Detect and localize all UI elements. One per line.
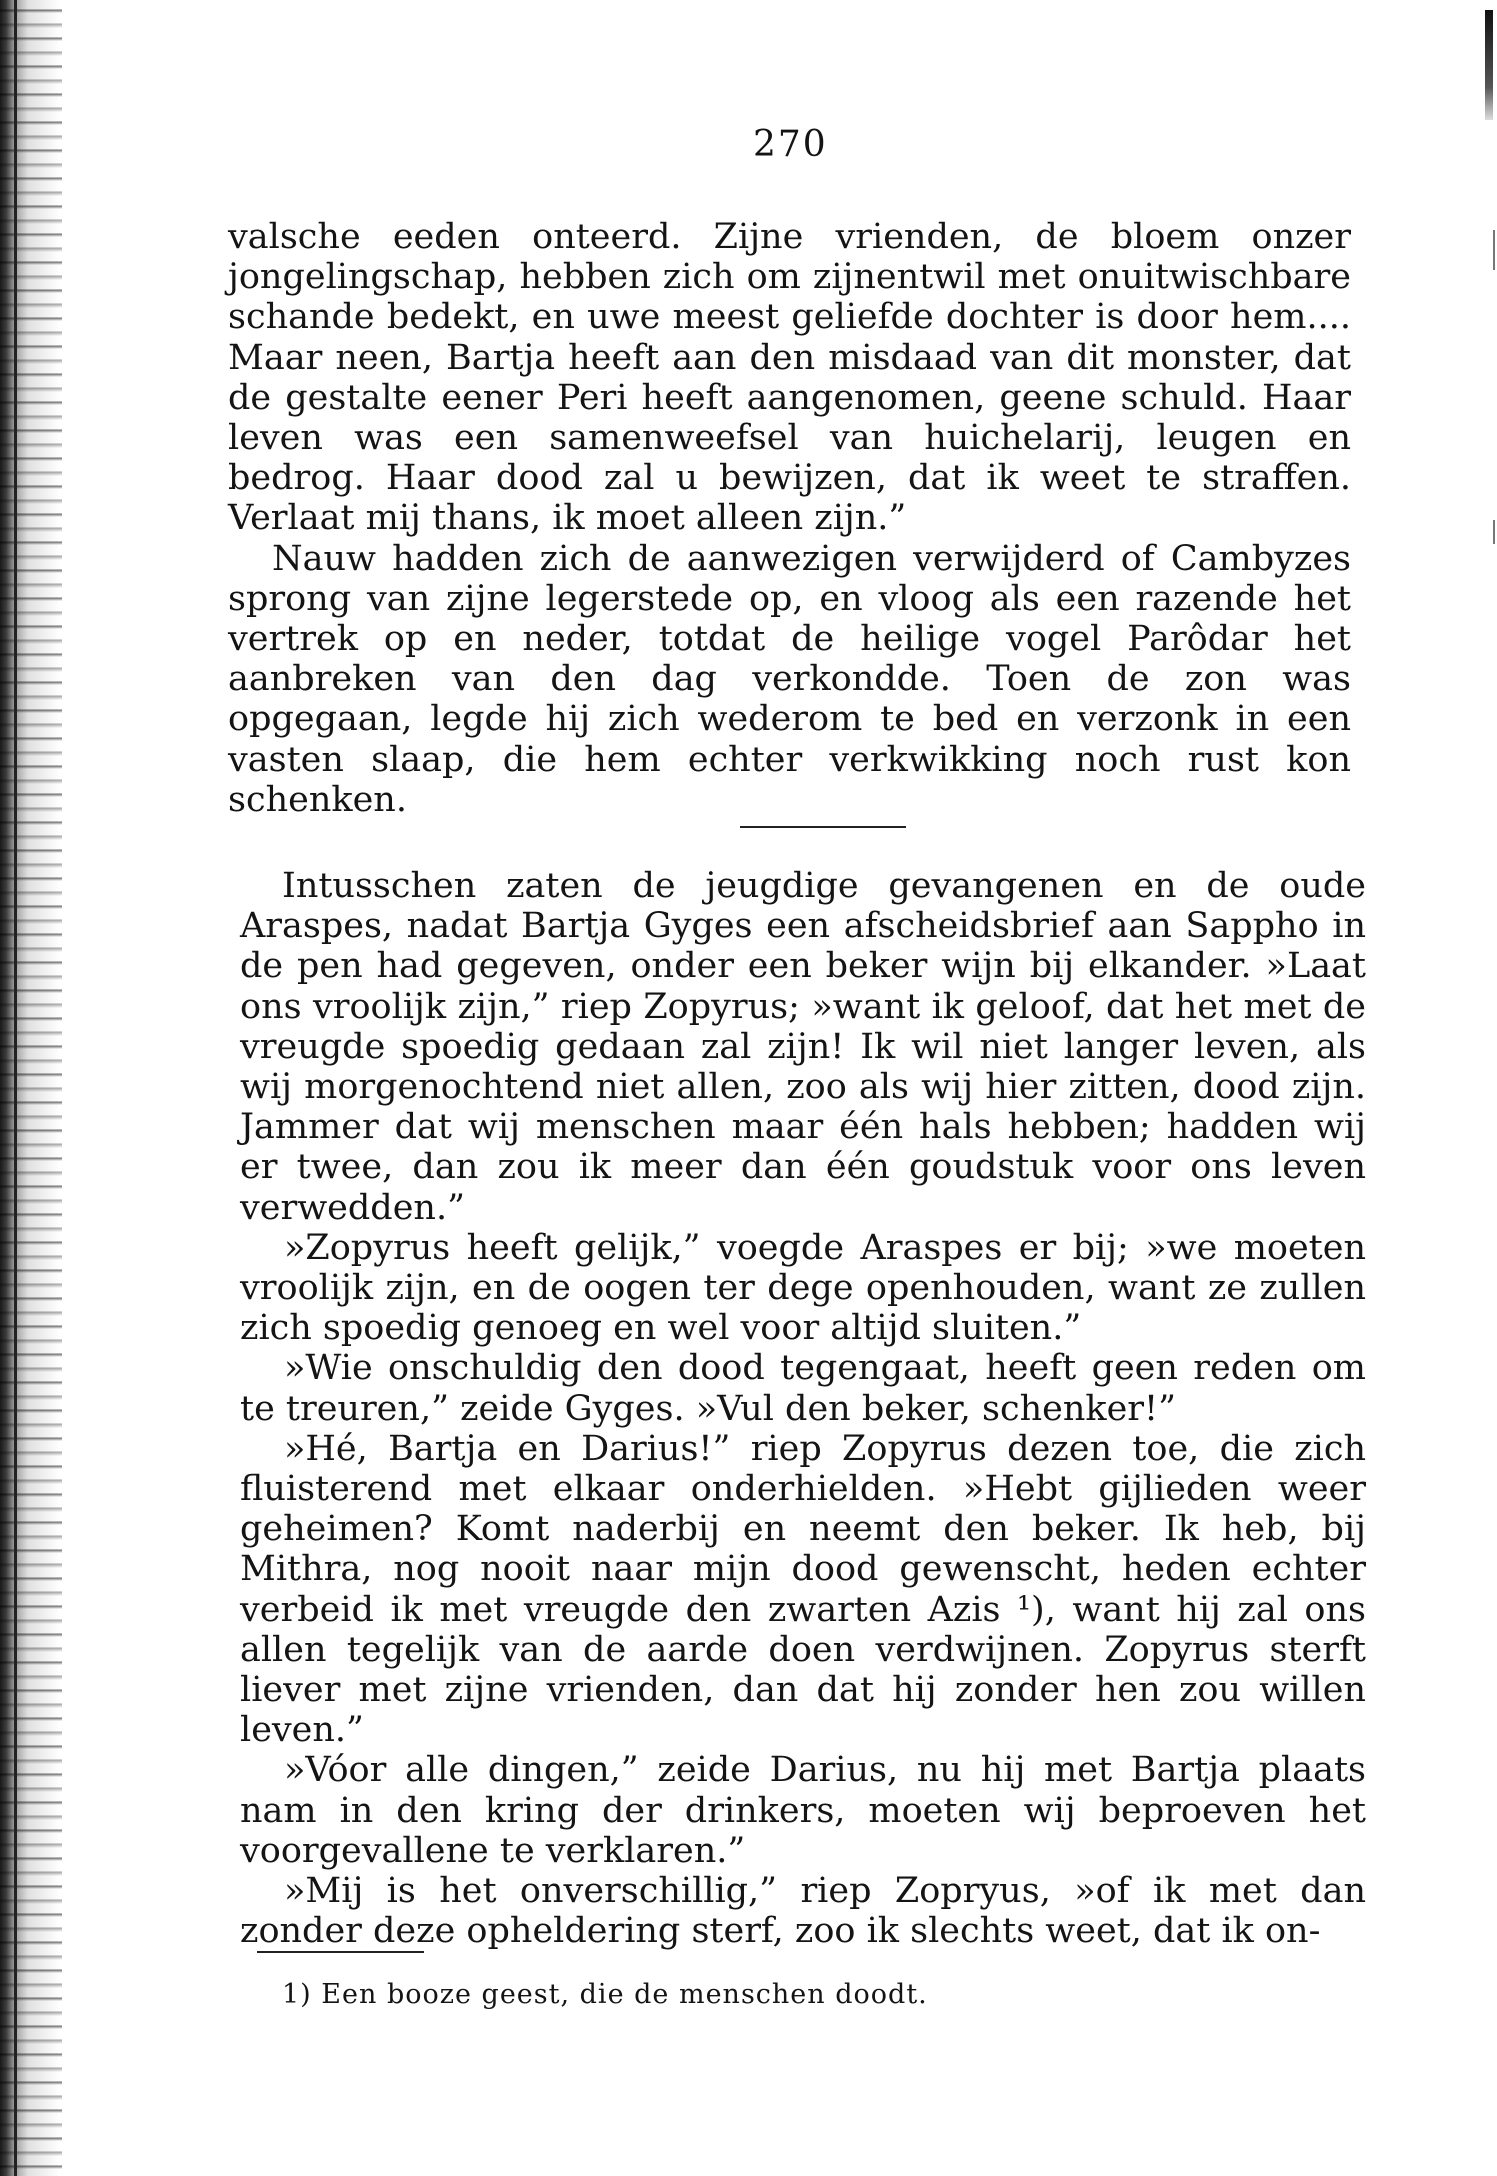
paragraph: »Mij is het onverschillig,” riep Zopryus, »of ik met dan zonder deze opheldering sterf, zoo ik slechts weet, dat ik on- [240, 1871, 1366, 1952]
paragraph: valsche eeden onteerd. Zijne vrienden, de bloem onzer jongelingschap, hebben zich om zijnentwil met onuitwischbare schande bedekt, en uwe meest geliefde dochter is door hem.... Maar neen, Bartja heeft aan den misdaad van dit monster, dat de gestalte eener Peri heeft aangenomen, geene schuld. Haar leven was een samenweefsel van huichelarij, leugen en bedrog. Haar dood zal u bewijzen, dat ik weet te straffen. Verlaat mij thans, ik moet alleen zijn.” [228, 217, 1351, 539]
page-edge-mark [1485, 10, 1493, 120]
footnote-divider [257, 1951, 424, 1953]
page-edge-speck [1493, 230, 1495, 270]
footnote: 1) Een booze geest, die de menschen doodt. [282, 1979, 928, 2010]
section-divider [740, 826, 906, 828]
paragraph: »Zopyrus heeft gelijk,” voegde Araspes er bij; »we moeten vroolijk zijn, en de oogen ter dege openhouden, want ze zullen zich spoedig genoeg en wel voor altijd sluiten.” [240, 1227, 1366, 1349]
paragraph: Intusschen zaten de jeugdige gevangenen en de oude Araspes, nadat Bartja Gyges een afscheidsbrief aan Sappho in de pen had gegeven, onder een beker wijn bij elkander. »Laat ons vroolijk zijn,” riep Zopyrus; »want ik geloof, dat het met de vreugde spoedig gedaan zal zijn! Ik wil niet langer leven, als wij morgenochtend niet allen, zoo als wij hier zitten, dood zijn. Jammer dat wij menschen maar één hals hebben; hadden wij er twee, dan zou ik meer dan één goudstuk voor ons leven verwedden.” [240, 866, 1366, 1228]
paragraph: »Vóor alle dingen,” zeide Darius, nu hij met Bartja plaats nam in den kring der drinkers, moeten wij beproeven het voorgevallene te verklaren.” [240, 1750, 1366, 1871]
paragraph: Nauw hadden zich de aanwezigen verwijderd of Cambyzes sprong van zijne legerstede op, en vloog als een razende het vertrek op en neder, totdat de heilige vogel Parôdar het aanbreken van den dag verkondde. Toen de zon was opgegaan, legde hij zich wederom te bed en verzonk in een vasten slaap, die hem echter verkwikking noch rust kon schenken. [228, 538, 1351, 820]
paragraph: »Hé, Bartja en Darius!” riep Zopyrus dezen toe, die zich fluisterend met elkaar onderhielden. »Hebt gijlieden weer geheimen? Komt naderbij en neemt den beker. Ik heb, bij Mithra, nog nooit naar mijn dood gewenscht, heden echter verbeid ik met vreugde den zwarten Azis ¹), want hij zal ons allen tegelijk van de aarde doen verdwijnen. Zopyrus sterft liever met zijne vrienden, dan dat hij zonder hen zou willen leven.” [240, 1428, 1366, 1751]
page-number: 270 [753, 124, 828, 165]
binding-shadow [0, 0, 62, 2176]
paragraph: »Wie onschuldig den dood tegengaat, heeft geen reden om te treuren,” zeide Gyges. »Vul den beker, schenker!” [240, 1348, 1366, 1429]
text-block-top [228, 217, 1351, 820]
page-edge-speck [1493, 520, 1495, 544]
binding-edge [14, 0, 17, 2176]
text-block-main [240, 866, 1366, 1951]
